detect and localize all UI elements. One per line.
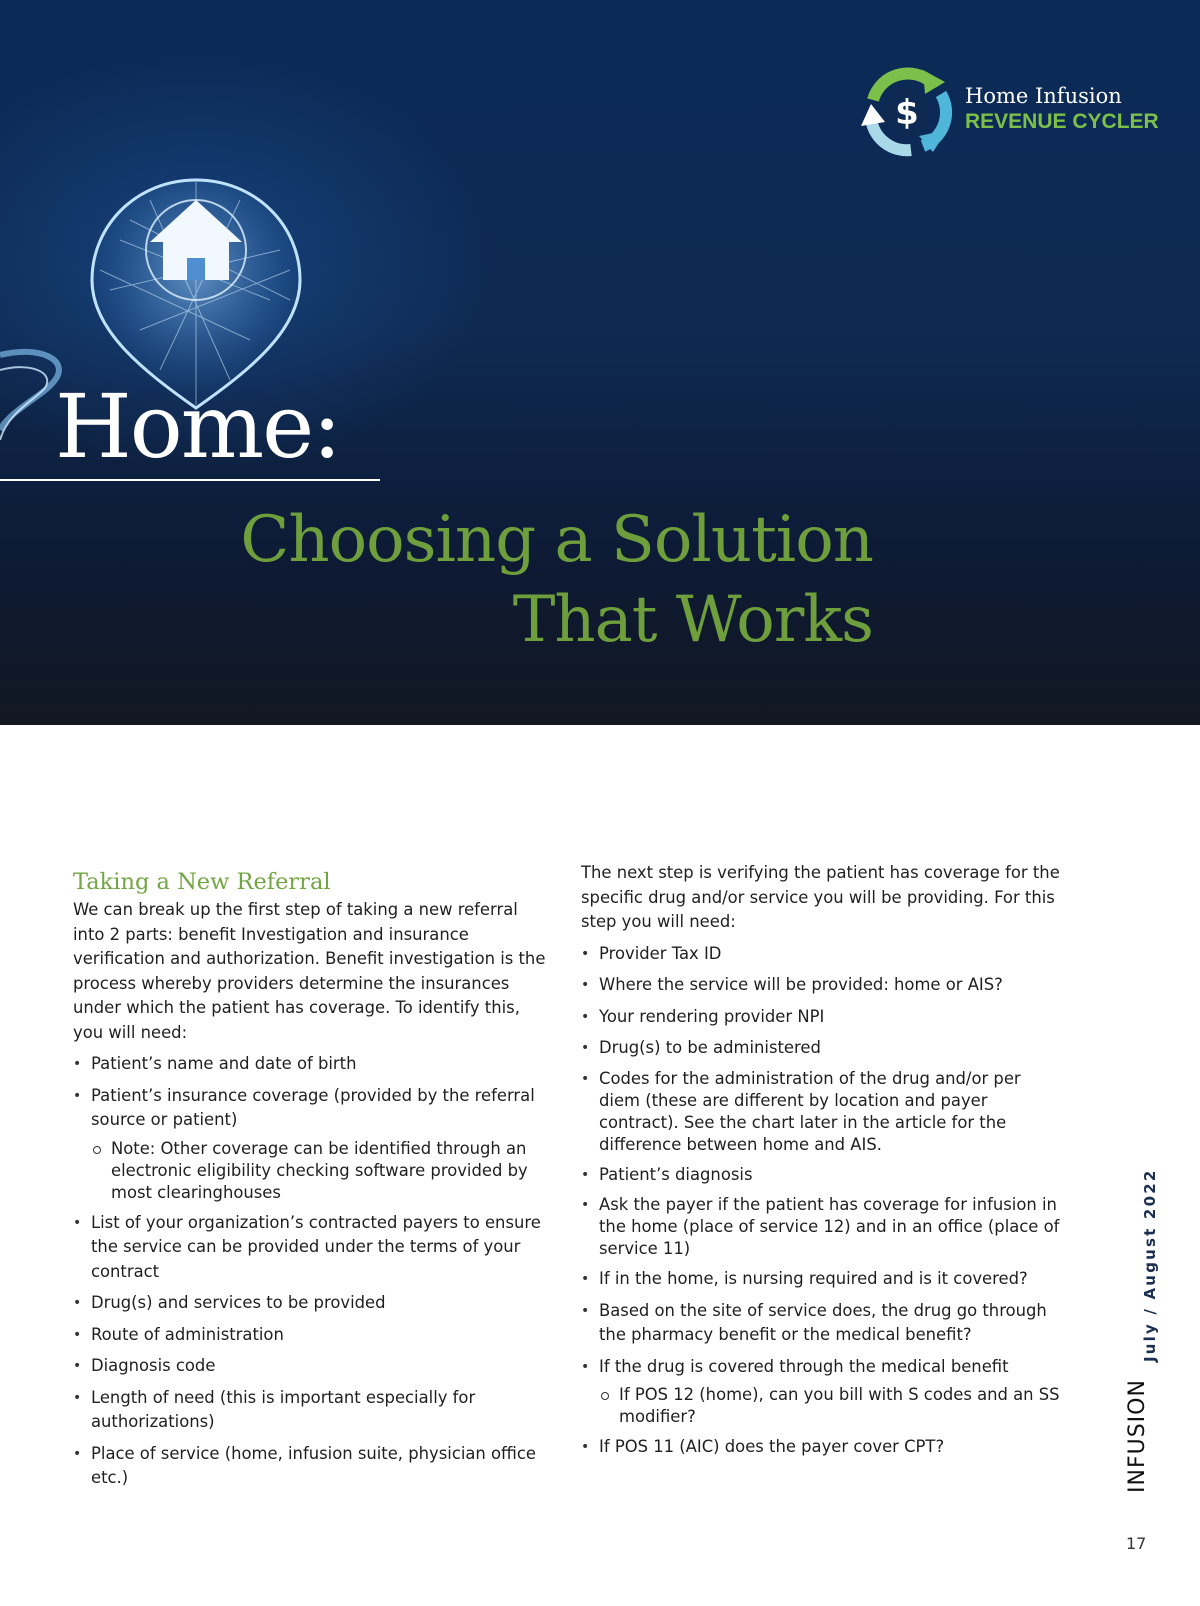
list-item-text: Ask the payer if the patient has coverage for infusion in the home (place of service 12) and in an office (place of service 11) [599, 1195, 1060, 1258]
list-item-text: Provider Tax ID [599, 943, 722, 963]
list-item [73, 1211, 553, 1285]
page-subtitle [240, 500, 873, 660]
list-item-text: If POS 11 (AIC) does the payer cover CPT? [599, 1437, 945, 1456]
list-item [73, 1052, 553, 1077]
page-number: 17 [1126, 1534, 1147, 1553]
list-item [581, 1299, 1061, 1348]
revenue-cycler-logo [855, 60, 1165, 165]
list-item [581, 1036, 1061, 1061]
list-item [73, 1084, 553, 1204]
page-title: Home: [55, 375, 340, 478]
list-item-text: List of your organization’s contracted payers to ensure the service can be provided under the terms of your contract [91, 1212, 541, 1281]
left-column [73, 868, 553, 1498]
list-item [581, 1355, 1061, 1429]
list-item-text: Codes for the administration of the drug and/or per diem (these are different by location and payer contract). See the chart later in the article for the difference between home and AIS. [599, 1068, 1021, 1154]
sub-list-item: If POS 12 (home), can you bill with S codes and an SS modifier? [599, 1384, 1061, 1428]
list-item-text: Patient’s name and date of birth [91, 1054, 357, 1073]
list-item [581, 942, 1061, 967]
list-item [581, 1267, 1061, 1292]
list-item-text: Place of service (home, infusion suite, physician office etc.) [91, 1443, 536, 1487]
list-item [73, 1291, 553, 1316]
title-underline [0, 479, 380, 481]
logo-line-1: Home Infusion [965, 84, 1122, 108]
list-item [581, 1194, 1061, 1260]
list-item-text: Diagnosis code [91, 1356, 216, 1375]
list-item [581, 1435, 1061, 1460]
logo-dollar-symbol: $ [895, 93, 919, 133]
list-item [73, 1323, 553, 1348]
magazine-brand: INFUSION [1125, 1379, 1150, 1493]
subtitle-line-2: That Works [512, 583, 873, 657]
section-heading: Taking a New Referral [73, 869, 331, 895]
list-item-text: Route of administration [91, 1324, 284, 1344]
list-item-text: Patient’s diagnosis [599, 1164, 753, 1184]
list-item-text: Drug(s) to be administered [599, 1038, 821, 1057]
left-intro-paragraph: We can break up the first step of taking a new referral into 2 parts: benefit Investigation and insurance verification and authorization. Benefit investigation is the process whereby providers determine the insurances under which the patient has coverage. To identify this, you will need: [73, 900, 546, 1042]
list-item [581, 1163, 1061, 1188]
right-column [581, 861, 1061, 1467]
list-item [73, 1354, 553, 1379]
right-bullet-list [581, 942, 1061, 1460]
list-item-text: Your rendering provider NPI [599, 1006, 825, 1026]
left-bullet-list [73, 1052, 553, 1491]
sub-bullet-list [599, 1384, 1061, 1428]
sub-list-item: Note: Other coverage can be identified through an electronic eligibility checking software provided by most clearinghouses [91, 1138, 553, 1204]
list-item-text: If the drug is covered through the medical benefit [599, 1356, 1009, 1376]
subtitle-line-1: Choosing a Solution [240, 503, 873, 577]
list-item [581, 973, 1061, 998]
sub-bullet-list [91, 1138, 553, 1204]
list-item-text: Patient’s insurance coverage (provided by the referral source or patient) [91, 1085, 535, 1129]
right-intro-paragraph: The next step is verifying the patient has coverage for the specific drug and/or service you will be providing. For this step you will need: [581, 863, 1060, 931]
list-item-text: Drug(s) and services to be provided [91, 1293, 386, 1312]
list-item [581, 1005, 1061, 1030]
logo-line-2: REVENUE CYCLER [965, 110, 1159, 133]
list-item [73, 1442, 553, 1491]
list-item [73, 1386, 553, 1435]
list-item-text: If in the home, is nursing required and is it covered? [599, 1269, 1028, 1288]
list-item-text: Where the service will be provided: home or AIS? [599, 975, 1003, 994]
hero-banner [0, 0, 1200, 725]
list-item-text: Length of need (this is important especially for authorizations) [91, 1387, 476, 1431]
list-item [581, 1068, 1061, 1156]
issue-date: July / August 2022 [1141, 1168, 1159, 1362]
list-item-text: Based on the site of service does, the drug go through the pharmacy benefit or the medical benefit? [599, 1300, 1047, 1344]
dollar-cycle-icon [855, 60, 959, 164]
